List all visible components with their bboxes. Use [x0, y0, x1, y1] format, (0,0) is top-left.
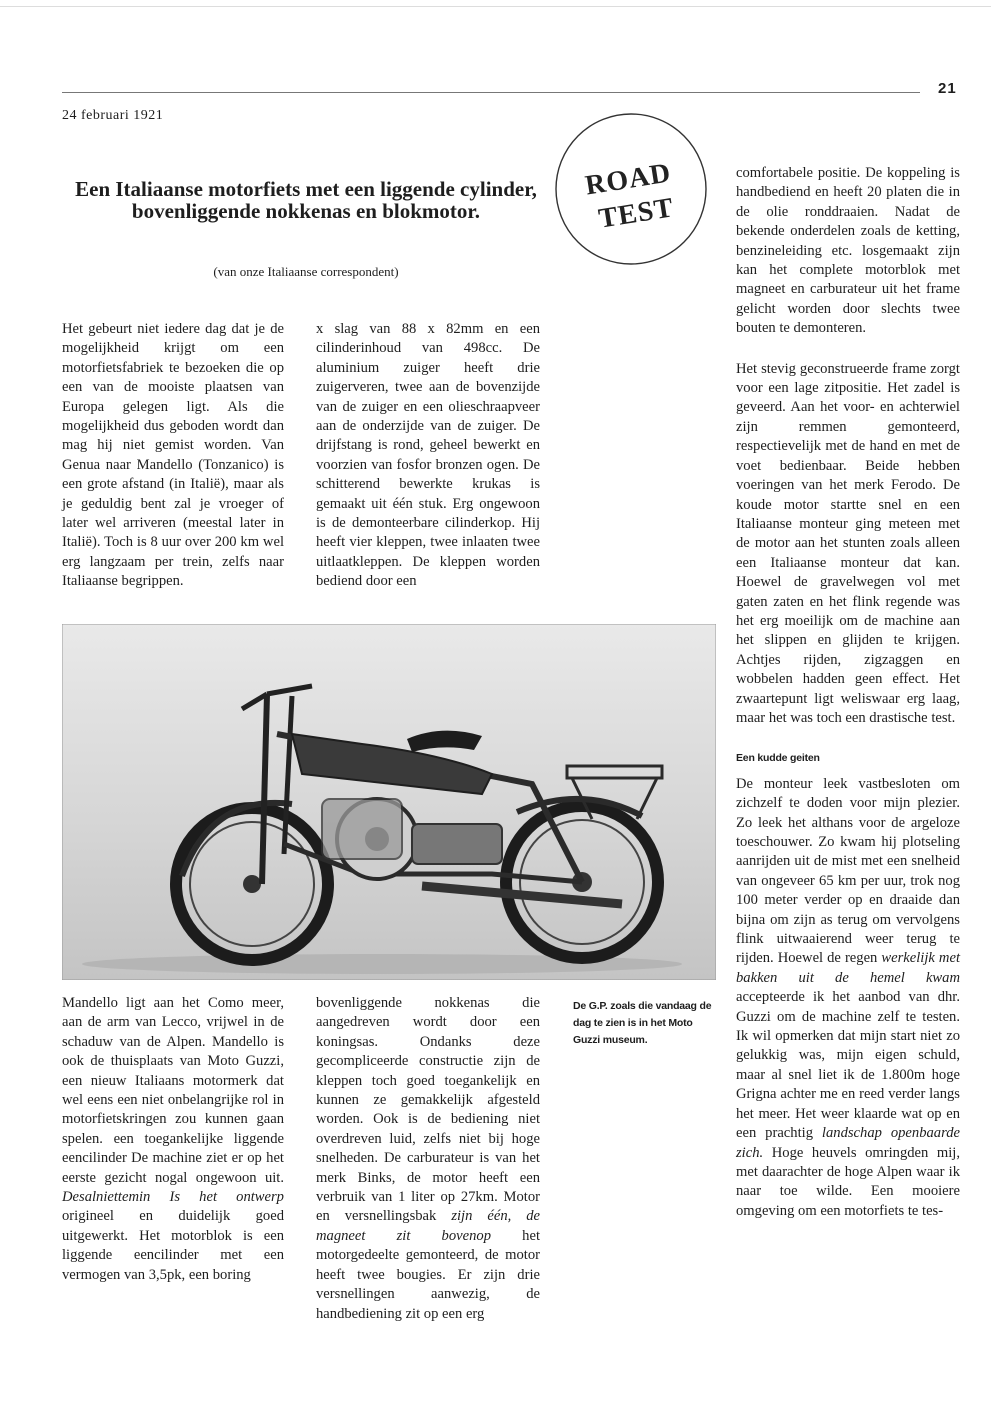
- text-run: accepteerde ik het aanbod van dhr. Guzzi om de machine zelf te testen. Ik wil opmerken dat mijn start niet zo gelukkig was, mijn eigen schuld, maar al snel liet ik de 1.800m hoge Grigna achter me en reed verder langs het meer. Het weer klaarde wat op en een prachtig: [736, 989, 960, 1142]
- italic-run: zijn één, de magneet zit bovenop: [316, 1208, 540, 1244]
- paragraph: Het stevig geconstrueerde frame zorgt voor een lage zitpositie. Het zadel is geveerd. Aan het voor- en achterwiel zijn remmen gemonteerd, respectievelijk met de hand en met de voet bedienbaar. Beide hebben voeringen van het merk Ferodo. De koude motor startte snel en een Italiaanse monteur ging meteen met de motor aan het stunten zoals alleen een Italiaanse monteur dat kan. Hoewel de gravelwegen vol met gaten zaten en het flink regende was het erg moeilijk om de machine aan het slippen en glijden te krijgen. Achtjes rijden, zigzaggen en wobbelen hadden geen effect. Het zwaartepunt ligt weliswaar erg laag, maar het was toch een drastische test.: [736, 360, 960, 726]
- paragraph: [736, 775, 960, 1221]
- column-2-top: [316, 320, 540, 592]
- italic-run: Is het ontwerp: [169, 1189, 284, 1206]
- headline-line-1: Een Italiaanse motorfiets met een liggende cylinder,: [75, 177, 537, 201]
- text-run: bovenliggende nokkenas die aangedreven wordt door een koningsas. Ondanks deze gecompliceerde constructie zijn de kleppen toch goed toegankelijk en kunnen ze gemakkelijk afgesteld worden. Ook is de bediening niet overdreven luid, zelfs niet bij hoge snelheden. De carburateur is van het merk Binks, de motor heeft een verbruik van 1 liter op 27km. Motor en versnellingsbak: [316, 995, 540, 1225]
- italic-run: landschap openbaarde zich.: [736, 1125, 961, 1161]
- photo-caption: De G.P. zoals die vandaag de dag te zien is in het Moto Guzzi museum.: [573, 1000, 712, 1046]
- issue-date: 24 februari 1921: [62, 108, 164, 123]
- headline-line-2: bovenliggende nokkenas en blokmotor.: [131, 199, 481, 223]
- text-run: De monteur leek vastbesloten om zichzelf te doden voor mijn plezier. Zo leek het althans voor de argeloze toeschouwer. Zo kwam hij plotseling aanrijden uit de mist met een snelheid van ongeveer 65 km per uur, trok nog 100 meter verder op en draaide dan bijna om zijn as terug om vervolgens flink uitwaaierend weer terug te rijden. Hoewel de regen: [736, 775, 960, 967]
- text-run: Mandello ligt aan het Como meer, aan de arm van Lecco, vrijwel in de schaduw van de Alpen. Mandello is ook de thuisplaats van Moto Guzzi, een nieuw Italiaans motormerk dat wel eens een niet onbelangrijke rol in motorfietskringen zou kunnen gaan spelen. een toegankelijke liggende eencilinder De machine ziet er op het eerste gezicht nogal ongewoon uit.: [62, 995, 284, 1186]
- paragraph: [62, 994, 284, 1285]
- text-run: origineel en duidelijk goed uitgewerkt. Het motorblok is een liggende eencilinder met een vermogen van 3,5pk, een boring: [62, 1208, 284, 1283]
- column-1-top: [62, 320, 284, 592]
- column-1-bottom: [62, 994, 284, 1285]
- header-rule: [62, 92, 920, 93]
- italic-run: Desalniettemin: [62, 1189, 151, 1206]
- text-run: Hoge heuvels omringden mij, met daarachter de hoge Alpen waar ik naar toe wilde. Een mooiere omgeving om een motorfiets te tes-: [736, 1144, 960, 1219]
- paragraph: [316, 994, 540, 1324]
- text-run: het motorgedeelte gemonteerd, de motor heeft twee bougies. Er zijn drie versnellingen aanwezig, de handbediening zit op een erg: [316, 1227, 541, 1322]
- column-3: [736, 164, 960, 1221]
- road-test-badge: [552, 112, 710, 267]
- motorcycle-photo: [62, 624, 716, 980]
- article-headline: [70, 178, 542, 222]
- badge-line-1: ROAD: [583, 157, 674, 202]
- paragraph: x slag van 88 x 82mm en een cilinderinhoud van 498cc. De aluminium zuiger heeft drie zuigerveren, twee aan de bovenzijde van de zuiger en een olieschraapveer aan de onderzijde van de zuiger. De drijfstang is rond, geheel bewerkt en voorzien van fosfor bronzen ogen. De schitterend bewerkte krukas is gemaakt uit één stuk. Erg ongewoon is de demonteerbare cilinderkop. Hij heeft vier kleppen, twee inlaaten twee uitlaatkleppen. De kleppen worden bediend door een: [316, 321, 540, 590]
- italic-run: werkelijk met bakken uit de hemel kwam: [736, 950, 960, 986]
- page-number: 21: [938, 80, 957, 97]
- paragraph: Het gebeurt niet iedere dag dat je de mogelijkheid krijgt om een motorfietsfabriek te bezoeken die op een van de mooiste plaatsen van Europa gelegen ligt. Als die mogelijkheid dus geboden wordt dan mag hij niet gemist worden. Van Genua naar Mandello (Tonzanico) is een grote afstand (in Italië), maar als je geduldig bent zal je vroeger of later wel arriveren (meestal later in Italië). Toch is 8 uur over 200 km wel erg langzaam per trein, zelfs naar Italiaanse begrippen.: [62, 321, 284, 590]
- paragraph: comfortabele positie. De koppeling is handbediend en heeft 20 platen die in de olie ronddraaien. Nadat de bekende onderdelen zoals de ketting, benzineleiding etc. losgemaakt zijn kan het complete motorblok met magneet en carburateur uit het frame gelicht worden door slechts twee bouten te demonteren.: [736, 165, 960, 337]
- badge-line-2: TEST: [596, 192, 676, 235]
- subheading: Een kudde geiten: [736, 752, 820, 765]
- byline: (van onze Italiaanse correspondent): [213, 264, 399, 279]
- column-2-bottom: [316, 994, 540, 1324]
- top-edge: [0, 6, 991, 7]
